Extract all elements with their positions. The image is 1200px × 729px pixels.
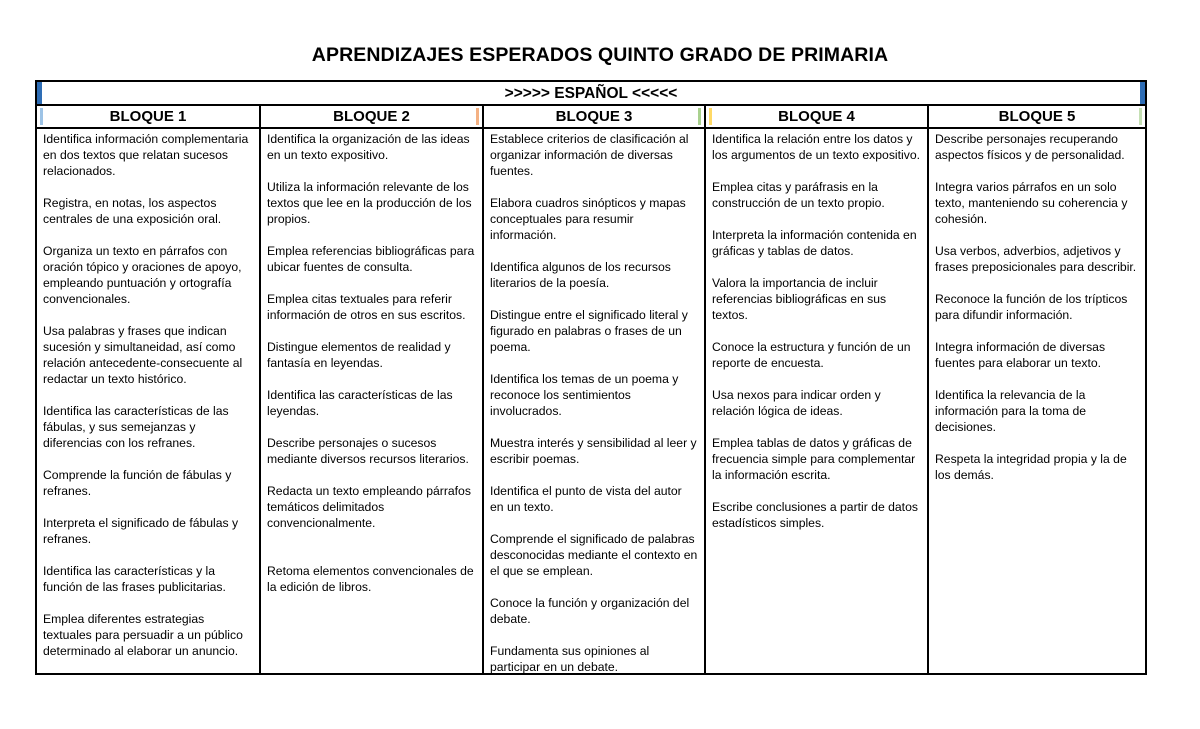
learning-item: Elabora cuadros sinópticos y mapas conceptuales para resumir información.	[490, 196, 686, 242]
header-accent	[1139, 108, 1142, 125]
block-header-1	[37, 106, 259, 129]
block-header-2	[261, 106, 482, 129]
learning-item: Establece criterios de clasificación al organizar información de diversas fuentes.	[490, 132, 689, 178]
block-3-column	[484, 129, 704, 673]
learning-item: Usa palabras y frases que indican sucesión y simultaneidad, así como relación antecedente-consecuente al redactar un texto histórico.	[43, 324, 243, 386]
learning-item: Respeta la integridad propia y la de los demás.	[935, 452, 1127, 482]
block-title: BLOQUE 2	[333, 108, 410, 125]
learning-item: Emplea citas textuales para referir información de otros en sus escritos.	[267, 292, 466, 322]
learning-item: Utiliza la información relevante de los textos que lee en la producción de los propios.	[267, 180, 472, 226]
learning-item: Fundamenta sus opiniones al participar en un debate.	[490, 644, 650, 674]
learning-item: Valora la importancia de incluir referencias bibliográficas en sus textos.	[712, 276, 887, 322]
learning-item: Identifica las características y la función de las frases publicitarias.	[43, 564, 226, 594]
learning-item: Usa verbos, adverbios, adjetivos y frases preposicionales para describir.	[935, 244, 1137, 274]
learning-item: Muestra interés y sensibilidad al leer y escribir poemas.	[490, 436, 697, 466]
learning-item: Conoce la estructura y función de un reporte de encuesta.	[712, 340, 911, 370]
learning-item: Identifica algunos de los recursos literarios de la poesía.	[490, 260, 671, 290]
learning-item: Usa nexos para indicar orden y relación lógica de ideas.	[712, 388, 881, 418]
learning-item: Describe personajes recuperando aspectos físicos y de personalidad.	[935, 132, 1125, 162]
learning-item: Identifica información complementaria en dos textos que relatan sucesos relacionados.	[43, 132, 249, 178]
learning-item: Identifica la relevancia de la información para la toma de decisiones.	[935, 388, 1087, 434]
page-title: APRENDIZAJES ESPERADOS QUINTO GRADO DE PRIMARIA	[311, 44, 889, 66]
subject-title: >>>>> ESPAÑOL <<<<<	[504, 85, 678, 102]
learning-item: Emplea diferentes estrategias textuales para persuadir a un público determinado al elaborar un anuncio.	[43, 612, 243, 658]
learning-item: Identifica las características de las fábulas, y sus semejanzas y diferencias con los refranes.	[43, 404, 229, 450]
block-1-column	[37, 129, 259, 673]
learning-item: Interpreta la información contenida en gráficas y tablas de datos.	[712, 228, 917, 258]
learning-item: Emplea citas y paráfrasis en la construcción de un texto propio.	[712, 180, 885, 210]
learning-item: Retoma elementos convencionales de la edición de libros.	[267, 564, 474, 594]
learning-item: Conoce la función y organización del debate.	[490, 596, 690, 626]
learning-table	[35, 80, 1147, 675]
learning-item: Integra varios párrafos en un solo texto, manteniendo su coherencia y cohesión.	[935, 180, 1128, 226]
banner-accent-right	[1140, 82, 1145, 104]
learning-item: Comprende la función de fábulas y refranes.	[43, 468, 232, 498]
learning-item: Identifica los temas de un poema y reconoce los sentimientos involucrados.	[490, 372, 679, 418]
header-accent	[40, 108, 43, 125]
learning-item: Distingue entre el significado literal y figurado en palabras o frases de un poema.	[490, 308, 688, 354]
learning-item: Integra información de diversas fuentes para elaborar un texto.	[935, 340, 1106, 370]
block-title: BLOQUE 5	[998, 108, 1076, 125]
block-4-column	[706, 129, 927, 673]
header-accent	[698, 108, 701, 125]
block-header-4	[706, 106, 927, 129]
learning-item: Emplea tablas de datos y gráficas de frecuencia simple para complementar la información escrita.	[712, 436, 916, 482]
block-header-3	[484, 106, 704, 129]
learning-item: Identifica las características de las leyendas.	[267, 388, 453, 418]
learning-item: Reconoce la función de los trípticos para difundir información.	[935, 292, 1128, 322]
block-5-column	[929, 129, 1145, 673]
block-title: BLOQUE 4	[778, 108, 855, 125]
learning-item: Redacta un texto empleando párrafos temáticos delimitados convencionalmente.	[267, 484, 471, 530]
learning-item: Identifica la relación entre los datos y los argumentos de un texto expositivo.	[712, 132, 920, 162]
header-accent	[709, 108, 712, 125]
learning-item: Escribe conclusiones a partir de datos estadísticos simples.	[712, 500, 918, 530]
block-header-5	[929, 106, 1145, 129]
learning-item: Distingue elementos de realidad y fantasía en leyendas.	[267, 340, 451, 370]
subject-banner	[37, 82, 1145, 106]
learning-item: Comprende el significado de palabras desconocidas mediante el contexto en el que se emplean.	[490, 532, 698, 578]
header-accent	[476, 108, 479, 125]
learning-item: Interpreta el significado de fábulas y refranes.	[43, 516, 239, 546]
learning-item: Registra, en notas, los aspectos centrales de una exposición oral.	[43, 196, 222, 226]
learning-item: Organiza un texto en párrafos con oración tópico y oraciones de apoyo, empleando puntuación y ortografía convencionales.	[43, 244, 242, 306]
block-2-column	[261, 129, 482, 673]
block-title: BLOQUE 1	[109, 108, 187, 125]
learning-item: Identifica el punto de vista del autor en un texto.	[490, 484, 682, 514]
learning-item: Identifica la organización de las ideas en un texto expositivo.	[267, 132, 470, 162]
learning-item: Describe personajes o sucesos mediante diversos recursos literarios.	[267, 436, 469, 466]
learning-item: Emplea referencias bibliográficas para ubicar fuentes de consulta.	[267, 244, 475, 274]
block-title: BLOQUE 3	[555, 108, 633, 125]
